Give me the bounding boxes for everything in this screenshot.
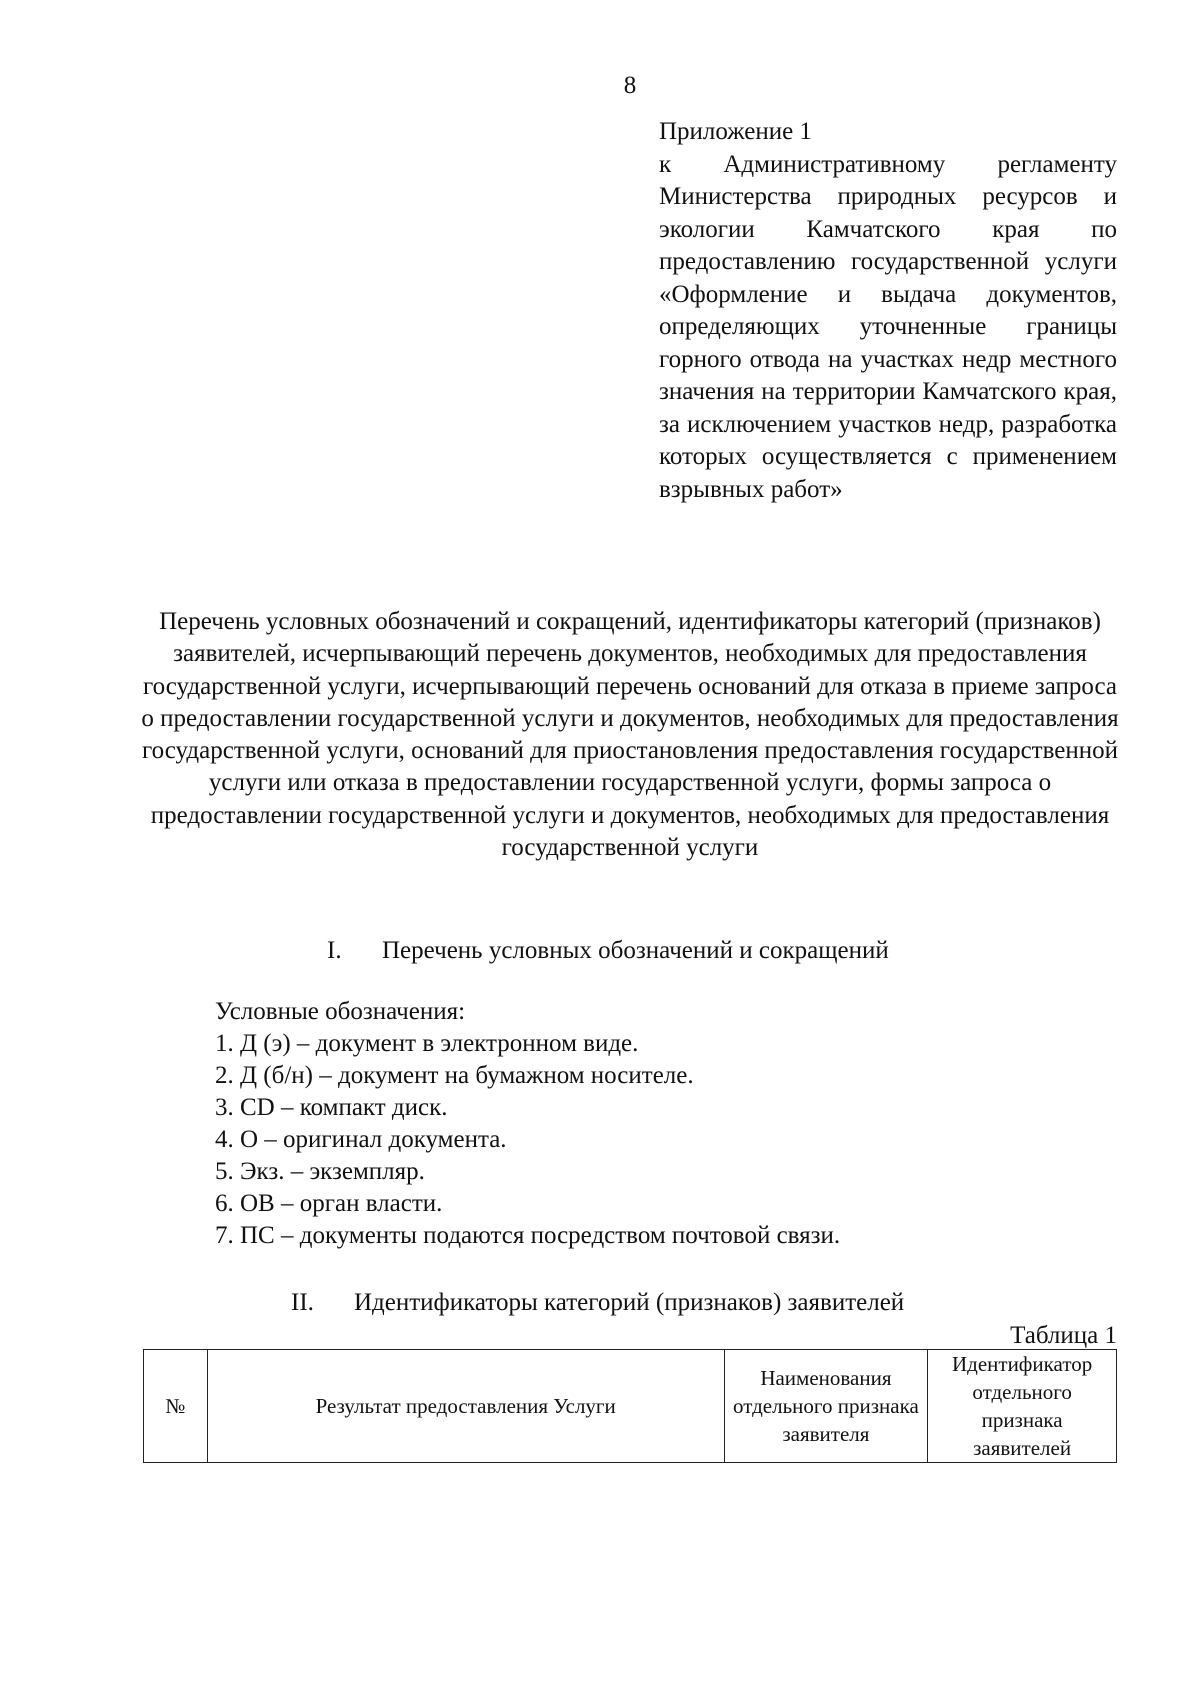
section-2-title: Идентификаторы категорий (признаков) заявителей xyxy=(354,1289,905,1316)
appendix-title: Приложение 1 xyxy=(659,118,812,145)
table-caption: Таблица 1 xyxy=(1010,1322,1117,1349)
section-1-heading xyxy=(327,935,889,967)
section-1-title: Перечень условных обозначений и сокращений xyxy=(382,937,889,964)
legend-item: 1. Д (э) – документ в электронном виде. xyxy=(215,1030,639,1057)
legend-item: 6. ОВ – орган власти. xyxy=(215,1190,443,1217)
table-header-row xyxy=(144,1350,1117,1463)
legend-title: Условные обозначения: xyxy=(215,998,466,1025)
appendix-block xyxy=(659,116,1117,506)
legend-item: 3. CD – компакт диск. xyxy=(215,1094,448,1121)
header-attribute-name: Наименования отдельного признака заявителя xyxy=(724,1350,928,1463)
header-number: № xyxy=(144,1350,208,1463)
section-1-number: I. xyxy=(327,937,342,964)
applicant-categories-table xyxy=(143,1349,1117,1463)
legend-item: 5. Экз. – экземпляр. xyxy=(215,1158,425,1185)
legend-block xyxy=(215,996,1115,1252)
legend-item: 4. О – оригинал документа. xyxy=(215,1126,507,1153)
section-2-number: II. xyxy=(291,1289,314,1316)
header-attribute-id: Идентификатор отдельного признака заявителей xyxy=(928,1350,1117,1463)
document-heading: Перечень условных обозначений и сокращений, идентификаторы категорий (признаков) заявителей, исчерпывающий перечень документов, необходимых для предоставления государственной услуги, исчерпывающий перечень оснований для отказа в приеме запроса о предоставлении государственной услуги и документов, необходимых для предоставления государственной услуги, оснований для приостановления предоставления государственной услуги или отказа в предоставлении государственной услуги, формы запроса о предоставлении государственной услуги и документов, необходимых для предоставления государственной услуги xyxy=(141,608,1119,862)
appendix-body: к Административному регламенту Министерства природных ресурсов и экологии Камчатского края по предоставлению государственной услуги «Оформление и выдача документов, определяющих уточненные границы горного отвода на участках недр местного значения на территории Камчатского края, за исключением участков недр, разработка которых осуществляется с применением взрывных работ» xyxy=(659,150,1117,503)
header-service-result: Результат предоставления Услуги xyxy=(207,1350,724,1463)
section-2-heading xyxy=(291,1287,904,1319)
legend-item: 2. Д (б/н) – документ на бумажном носителе. xyxy=(215,1062,694,1089)
page-number: 8 xyxy=(623,72,637,99)
legend-list xyxy=(215,1028,1115,1252)
legend-item: 7. ПС – документы подаются посредством почтовой связи. xyxy=(215,1222,841,1249)
